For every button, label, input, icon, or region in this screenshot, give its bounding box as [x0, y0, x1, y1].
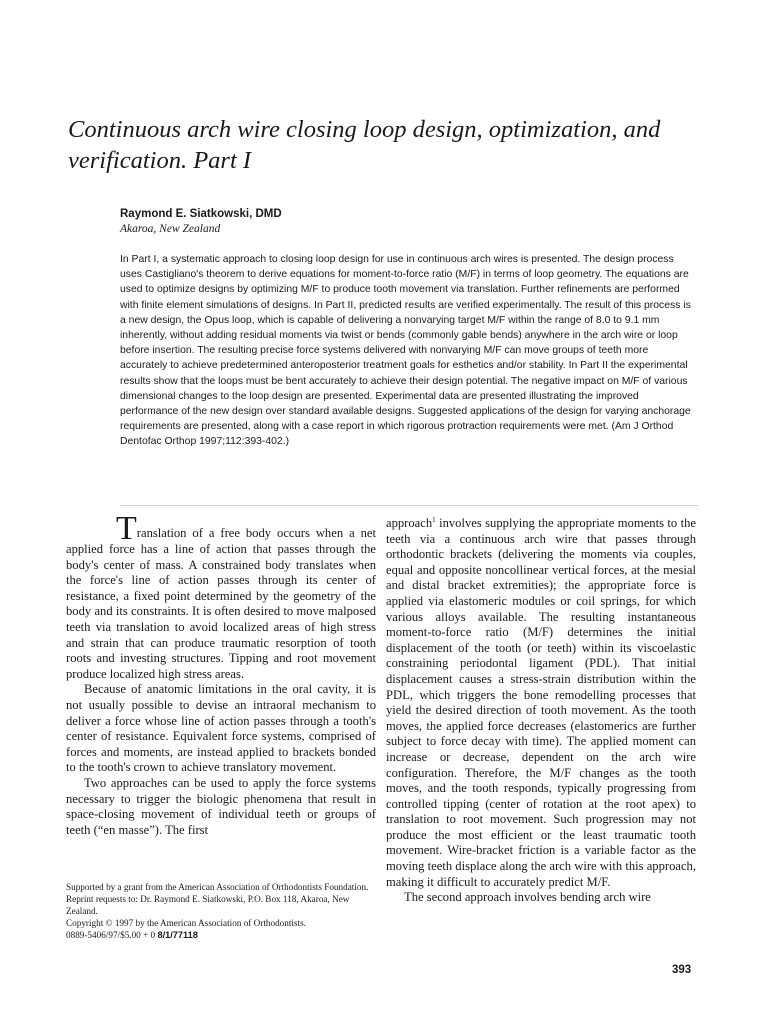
- footnote-support: Supported by a grant from the American Association of Orthodontists Foundation.: [66, 882, 369, 892]
- footnotes: [66, 881, 376, 941]
- author-block: [120, 207, 720, 237]
- footnote-reprints: Reprint requests to: Dr. Raymond E. Siatkowski, P.O. Box 118, Akaroa, New Zealand.: [66, 894, 350, 916]
- footnote-code-prefix: 0889-5406/97/$5.00 + 0: [66, 930, 158, 940]
- reference-superscript: 1: [432, 515, 436, 524]
- author-name: Raymond E. Siatkowski, DMD: [120, 208, 282, 220]
- page-number: 393: [672, 964, 692, 976]
- body-paragraph: Because of anatomic limitations in the oral cavity, it is not usually possible to devise an intraoral mechanism to deliver a force whose line of action passes through a tooth's center of resistance. Equivalent force systems, comprised of forces and moments, are instead applied to brackets bonded to the tooth's crown to achieve translatory movement.: [66, 682, 376, 775]
- article-title: Continuous arch wire closing loop design, optimization, and verification. Part I: [68, 116, 661, 174]
- body-paragraph: Two approaches can be used to apply the force systems necessary to trigger the biologic phenomena that result in space-closing movement of individual teeth or groups of teeth (“en masse”). The first: [66, 775, 376, 837]
- body-paragraph: The second approach involves bending arch wire: [404, 890, 651, 905]
- body-paragraph: [386, 516, 696, 890]
- paragraph-text: approach: [386, 516, 433, 530]
- abstract: In Part I, a systematic approach to closing loop design for use in continuous arch wires is presented. The design process uses Castigliano's theorem to derive equations for moment-to-force ratio (M/F) in terms of loop geometry. The equations are used to optimize designs by optimizing M/F to produce tooth movement via translation. Further refinements are performed with finite element simulations of designs. In Part II, predicted results are verified experimentally. The result of this process is a new design, the Opus loop, which is capable of delivering a nonvarying target M/F within the range of 8.0 to 9.1 mm inherently, without adding residual moments via twist or bends (commonly gable bends) anywhere in the arch wire or loop before insertion. The resulting precise force systems delivered with nonvarying M/F can move groups of teeth more accurately to achieve predetermined anteroposterior treatment goals for esthetics and/or stability. In Part II the experimental results show that the loops must be bent accurately to achieve their design potential. The negative impact on M/F of various dimensional changes to the loop design are presented. Experimental data are presented illustrating the improved performance of the new design over standard available designs. Suggested applications of the design for varying anchorage requirements are presented, along with a case report in which rigorous protraction requirements were met. (Am J Orthod Dentofac Orthop 1997;112:393-402.): [120, 254, 691, 448]
- footnote-code-id: 8/1/77118: [157, 930, 198, 940]
- drop-cap: T: [116, 510, 137, 547]
- body-column-right: [386, 516, 696, 906]
- paragraph-text: involves supplying the appropriate moments to the teeth via a continuous arch wire that passes through orthodontic brackets (delivering the moments via couples, equal and opposite noncollinear vertical forces, at the mesial and distal bracket extremities); the appropriate force is applied via elastomeric modules or coil springs, for which various alloys available. The resulting instantaneous moment-to-force ratio (M/F) determines the initial displacement of the tooth (or teeth) within its viscoelastic constraining periodontal ligament (PDL). That initial displacement causes a stress-strain distribution within the PDL, which triggers the bone remodelling processes that yield the desired direction of tooth movement. As the tooth moves, the applied force decreases (elastomerics are further subject to force decay with time). The applied moment can increase or decrease, dependent on the arch wire configuration. Therefore, the M/F changes as the tooth moves, and the tooth responds, typically progressing from controlled tipping (center of rotation at the root apex) to translation to root movement. Such progression may not produce the most efficient or the least traumatic tooth movement. Wire-bracket friction is a variable factor as the moving teeth displace along the arch wire with this approach, making it difficult to accurately predict M/F.: [386, 516, 696, 889]
- abstract-divider: [120, 505, 698, 506]
- footnote-code: [66, 929, 376, 941]
- body-column-left: [66, 510, 376, 838]
- paragraph-text: ranslation of a free body occurs when a net applied force has a line of action that passes through the body's center of mass. A constrained body translates when the force's line of action passes through its center of resistance, a fixed point determined by the geometry of the body and its constraints. It is often desired to move malposed teeth via translation to avoid localized areas of high stress and strain that can produce traumatic resorption of tooth roots and investing structures. Tipping and root movement produce localized high stress areas.: [66, 526, 376, 681]
- footnote-copyright: Copyright © 1997 by the American Association of Orthodontists.: [66, 918, 306, 928]
- author-affiliation: Akaroa, New Zealand: [120, 223, 221, 235]
- body-paragraph: [66, 510, 376, 682]
